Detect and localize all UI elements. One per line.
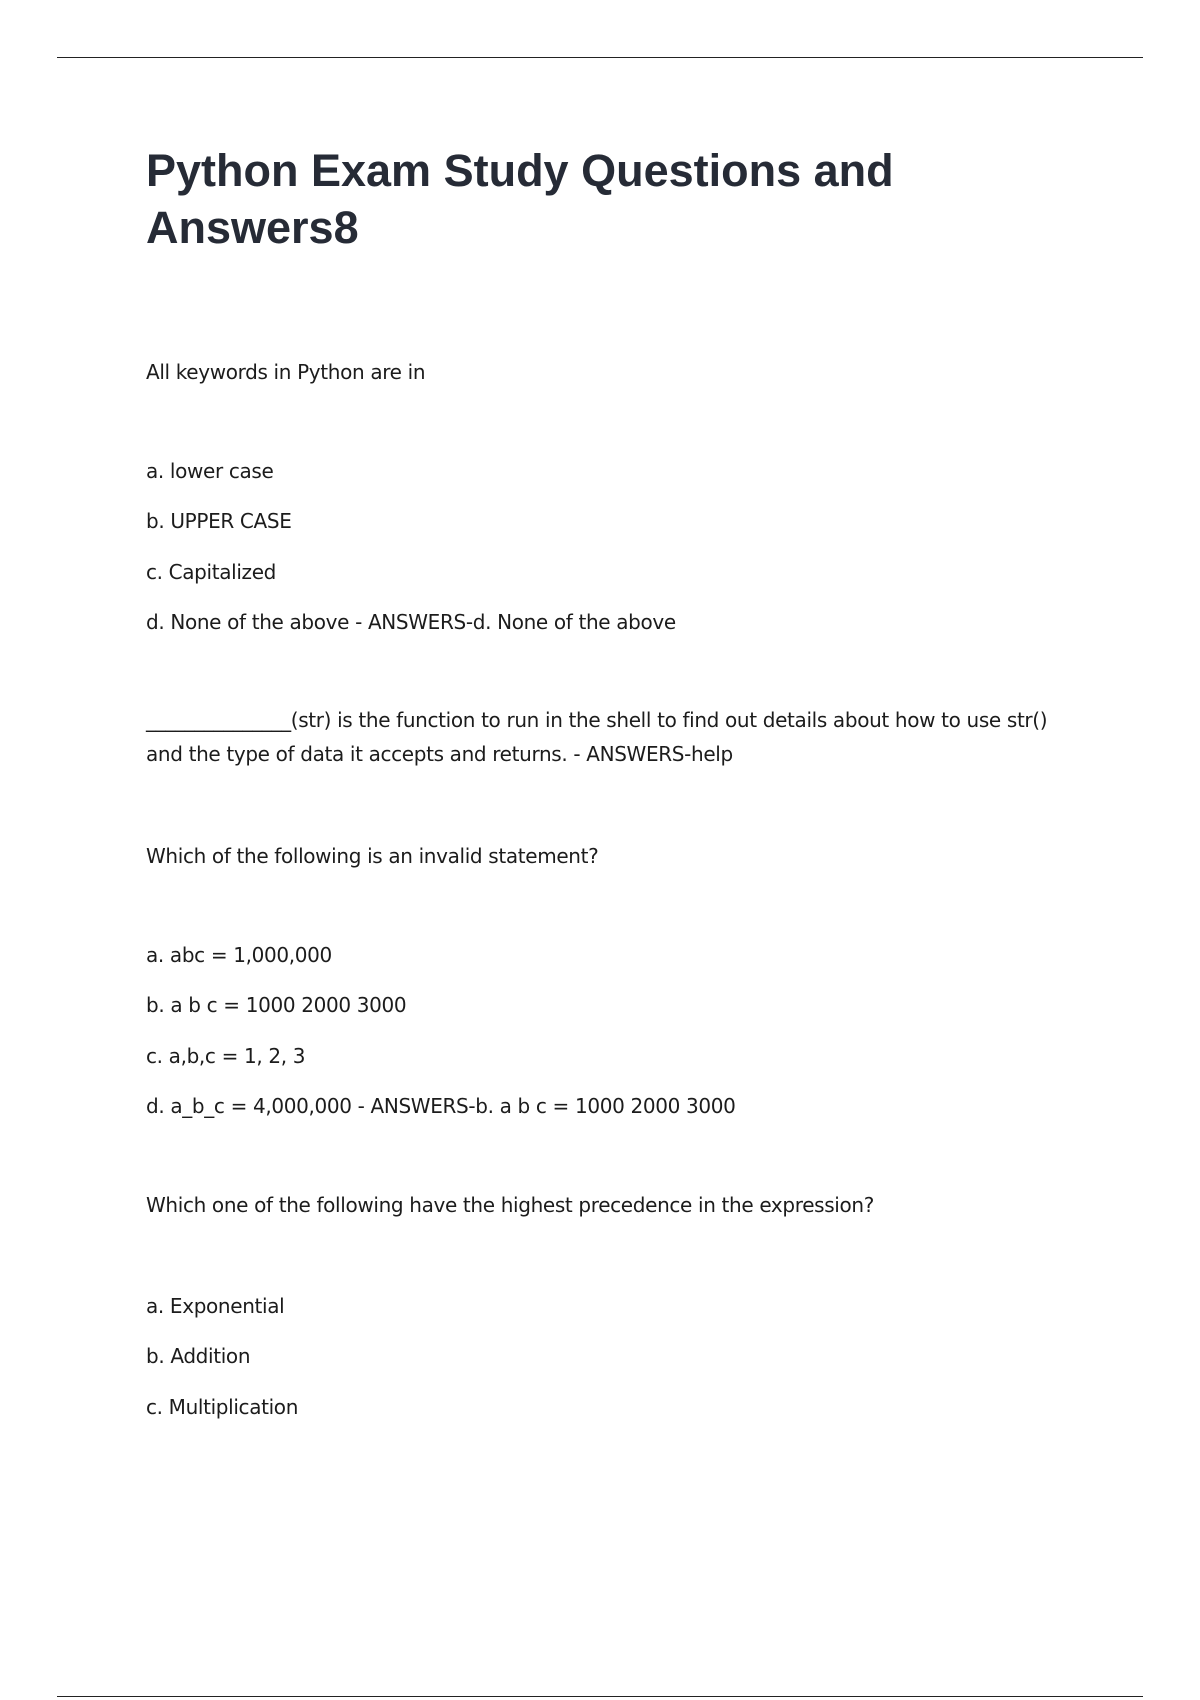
document-title: Python Exam Study Questions and Answers8 — [146, 145, 894, 253]
question-1-option-a: a. lower case — [146, 459, 274, 483]
question-4-option-b: b. Addition — [146, 1344, 251, 1368]
question-1-option-c: c. Capitalized — [146, 560, 276, 584]
question-2-prompt: _______________(str) is the function to run in the shell to find out details about how to use str() and the type of data it accepts and returns. - ANSWERS-help — [146, 708, 1048, 766]
question-4-option-a: a. Exponential — [146, 1294, 285, 1318]
top-rule — [57, 57, 1143, 58]
bottom-rule — [57, 1696, 1143, 1697]
question-3-option-d: d. a_b_c = 4,000,000 - ANSWERS-b. a b c = 1000 2000 3000 — [146, 1094, 736, 1118]
question-1-option-b: b. UPPER CASE — [146, 509, 292, 533]
question-1-option-d: d. None of the above - ANSWERS-d. None of the above — [146, 610, 676, 634]
question-3-option-c: c. a,b,c = 1, 2, 3 — [146, 1044, 306, 1068]
question-4-prompt: Which one of the following have the highest precedence in the expression? — [146, 1193, 874, 1217]
question-4-option-c: c. Multiplication — [146, 1395, 299, 1419]
question-3-option-a: a. abc = 1,000,000 — [146, 943, 332, 967]
question-1-prompt: All keywords in Python are in — [146, 360, 426, 384]
question-3-prompt: Which of the following is an invalid statement? — [146, 844, 599, 868]
question-3-option-b: b. a b c = 1000 2000 3000 — [146, 993, 407, 1017]
